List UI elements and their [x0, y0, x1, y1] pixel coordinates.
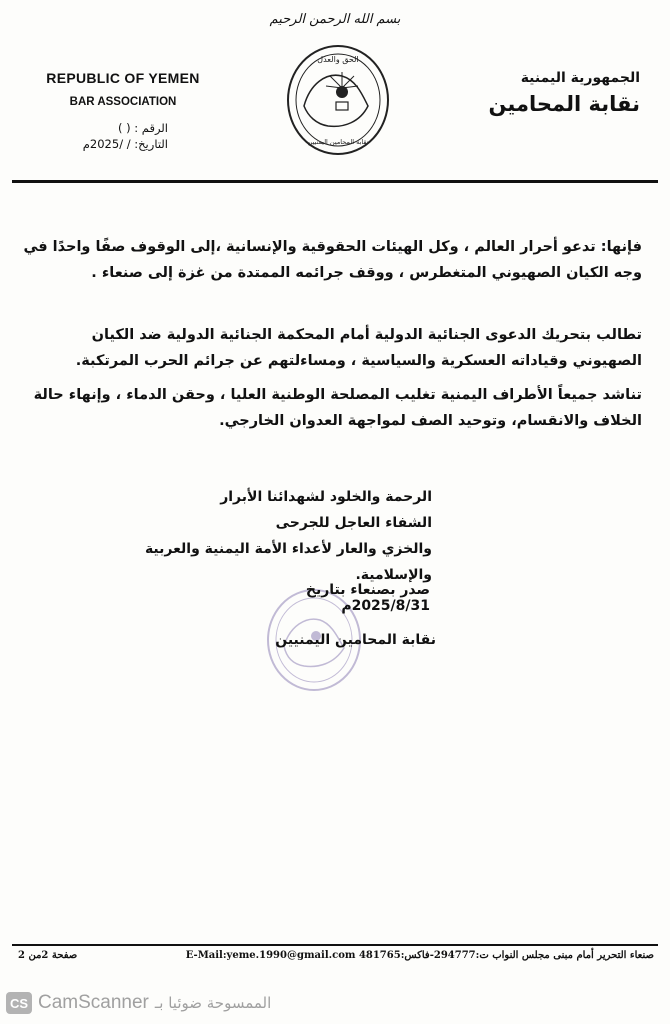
issue-date: صدر بصنعاء بتاريخ 2025/8/31م	[305, 582, 430, 614]
logo-top-text: الحق والعدل	[317, 55, 359, 64]
association-name-ar: نقابة المحامين	[488, 92, 640, 116]
english-letterhead	[28, 70, 218, 108]
camscanner-arabic: الممسوحة ضوئيا بـ	[154, 994, 272, 1012]
association-name-en: BAR ASSOCIATION	[69, 96, 177, 108]
logo-ring-text: نقابة المحامين اليمنيين	[307, 138, 369, 146]
closing-line-martyrs: الرحمة والخلود لشهدائنا الأبرار	[220, 489, 432, 505]
reference-block	[28, 120, 168, 152]
letter-body	[20, 234, 642, 470]
basmala: بسم الله الرحمن الرحيم	[269, 12, 401, 27]
reference-number: الرقم : ( )	[117, 121, 168, 135]
camscanner-brand: CamScanner	[38, 992, 149, 1013]
page-number: صفحة 2من 2	[18, 950, 78, 961]
signatory: نقابة المحامين اليمنيين	[275, 632, 436, 648]
arabic-letterhead	[440, 70, 640, 116]
closing-lines	[72, 484, 432, 588]
footer-divider	[12, 944, 658, 946]
scanner-watermark	[6, 990, 366, 1016]
paragraph-national-unity: تناشد جميعاً الأطراف اليمنية تغليب المصلحة الوطنية العليا ، وحقن الدماء ، وإنهاء حالة الخلاف والانقسام، وتوحيد الصف لمواجهة العدوان الخارجي.	[33, 387, 642, 429]
footer-address: صنعاء التحرير أمام مبنى مجلس النواب ت:294777-فاكس:481765 E-Mail:yeme.1990@gmail.com	[185, 950, 654, 961]
header-divider	[12, 180, 658, 183]
paragraph-call-to-world: فإنها: تدعو أحرار العالم ، وكل الهيئات الحقوقية والإنسانية ،إلى الوقوف صفًا واحدًا في وجه الكيان الصهيوني المتغطرس ، ووقف جرائمه الممتدة من غزة إلى صنعاء .	[23, 239, 642, 281]
closing-line-enemies: والخزي والعار لأعداء الأمة اليمنية والعربية والإسلامية.	[144, 541, 432, 583]
reference-date: التاريخ: / /2025م	[82, 137, 168, 151]
closing-line-wounded: الشفاء العاجل للجرحى	[275, 515, 432, 531]
paragraph-icc-demand: تطالب بتحريك الدعوى الجنائية الدولية أمام المحكمة الجنائية الدولية ضد الكيان الصهيوني وقياداته العسكرية والسياسية ، ومساءلتهم عن جرائم الحرب المرتكبة.	[75, 327, 642, 369]
camscanner-icon: CS	[6, 992, 32, 1014]
country-name-ar: الجمهورية اليمنية	[520, 70, 640, 86]
footer	[12, 950, 654, 968]
country-name-en: REPUBLIC OF YEMEN	[46, 70, 200, 86]
bar-association-logo	[282, 36, 394, 158]
